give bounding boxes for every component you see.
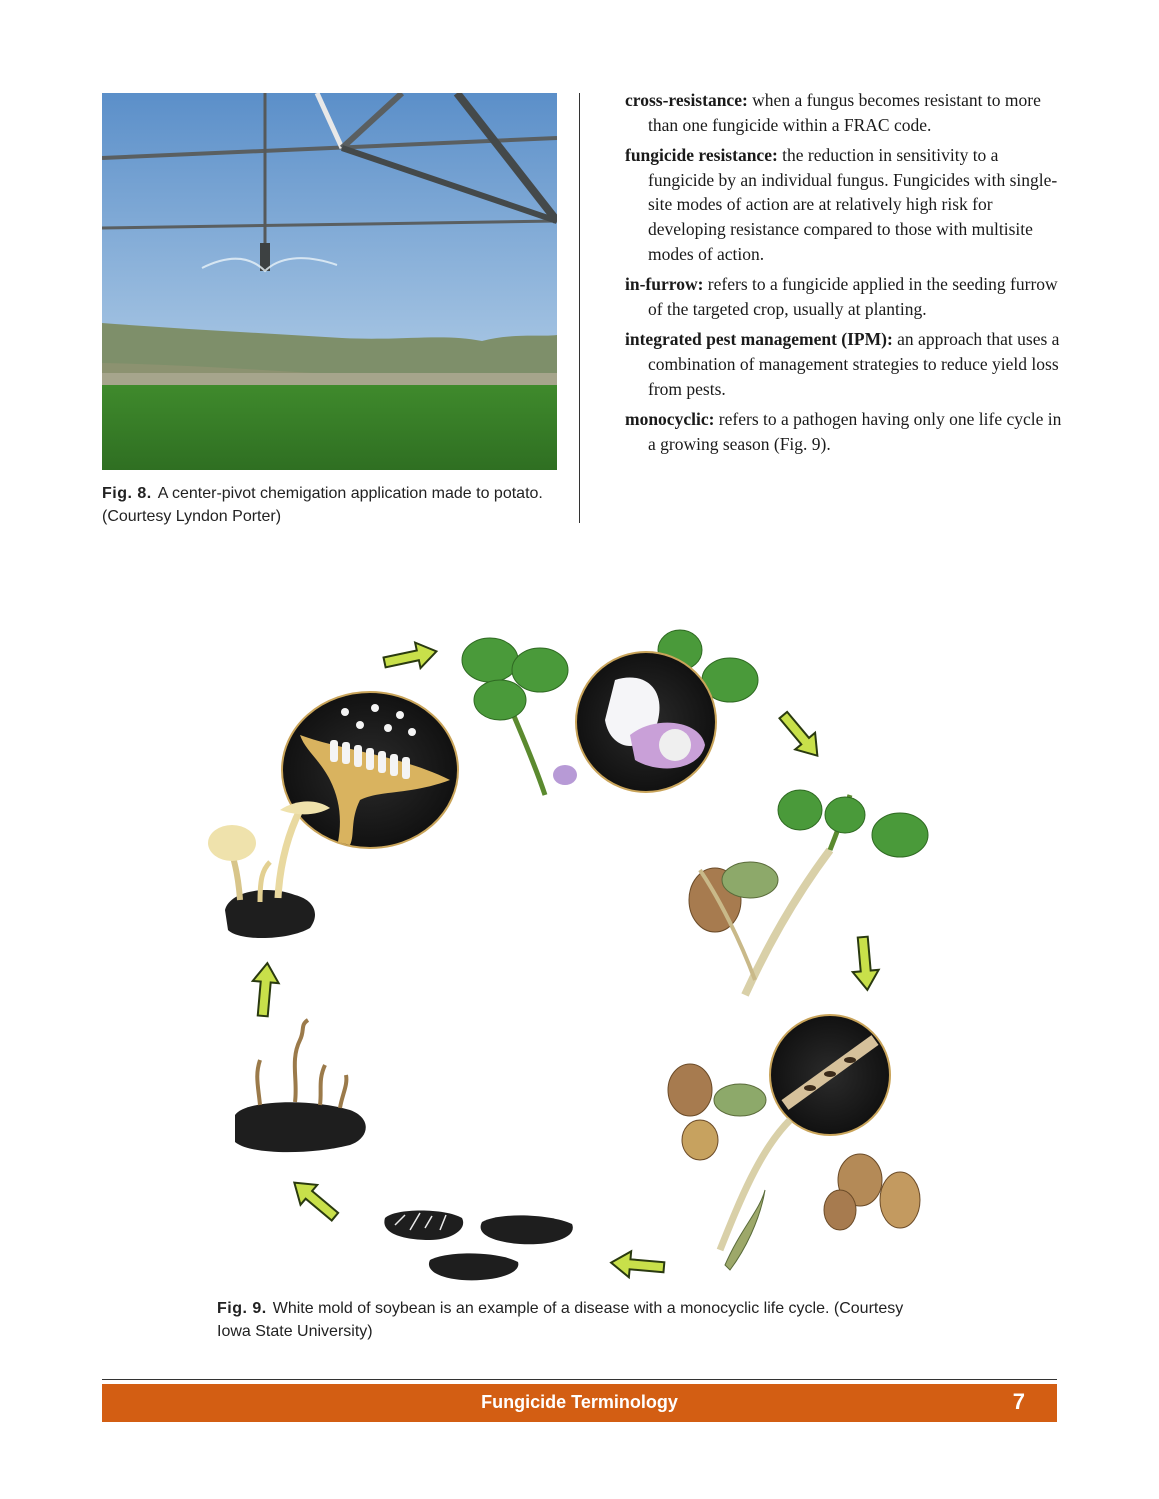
cycle-arrow-4 [610,1250,665,1281]
center-pivot-photo [102,93,557,470]
fig8-caption [102,482,557,528]
fig8-label: Fig. 8. [102,485,152,502]
glossary-term: monocyclic: [625,409,715,430]
apothecium-closeup [282,692,458,848]
fig9-caption [217,1297,937,1343]
page-footer [102,1384,1057,1422]
flowering-soybean [462,630,758,795]
white-mold-life-cycle-illustration [200,610,940,1290]
germinating-sclerotium [235,1020,366,1152]
glossary-definition: refers to a fungicide applied in the seeding furrow of the targeted crop, usually at planting. [648,274,1058,319]
page-number: 7 [1012,1389,1025,1414]
glossary-definition: the reduction in sensitivity to a fungicide by an individual fungus. Fungicides with single-site modes of action are at relatively high risk for developing resistance compared to those with multisite modes of action. [648,145,1058,264]
infected-stem-closeup [770,1015,890,1135]
fig8-caption-text: A center-pivot chemigation application made to potato. (Courtesy Lyndon Porter) [102,485,543,525]
glossary-term: in-furrow: [625,274,704,295]
glossary-term: fungicide resistance: [625,145,778,166]
glossary-entry-cross-resistance [625,88,1065,137]
glossary-entry-in-furrow [625,272,1065,321]
footer-rule [102,1379,1057,1380]
glossary [625,88,1065,462]
fig9-label: Fig. 9. [217,1300,267,1317]
glossary-term: cross-resistance: [625,90,748,110]
glossary-definition: when a fungus becomes resistant to more than one fungicide within a FRAC code. [648,90,1041,135]
glossary-entry-ipm [625,327,1065,401]
glossary-term: integrated pest management (IPM): [625,329,893,350]
glossary-entry-monocyclic [625,407,1065,456]
glossary-entry-fungicide-resistance [625,143,1065,266]
glossary-definition: refers to a pathogen having only one life cycle in a growing season (Fig. 9). [648,409,1062,454]
fig9-caption-text: White mold of soybean is an example of a disease with a monocyclic life cycle. (Courtesy Iowa State University) [217,1300,904,1340]
cycle-arrow-3 [850,936,881,991]
cycle-arrow-6 [250,962,281,1017]
column-divider [579,93,580,523]
cycle-arrow-1 [382,639,439,675]
glossary-definition: an approach that uses a combination of management strategies to reduce yield loss from pests. [648,329,1060,399]
wilting-soybean [689,790,928,995]
overwintering-sclerotia [384,1211,572,1281]
cycle-arrow-5 [286,1173,343,1227]
footer-title: Fungicide Terminology [481,1392,678,1412]
cycle-arrow-2 [773,707,827,764]
